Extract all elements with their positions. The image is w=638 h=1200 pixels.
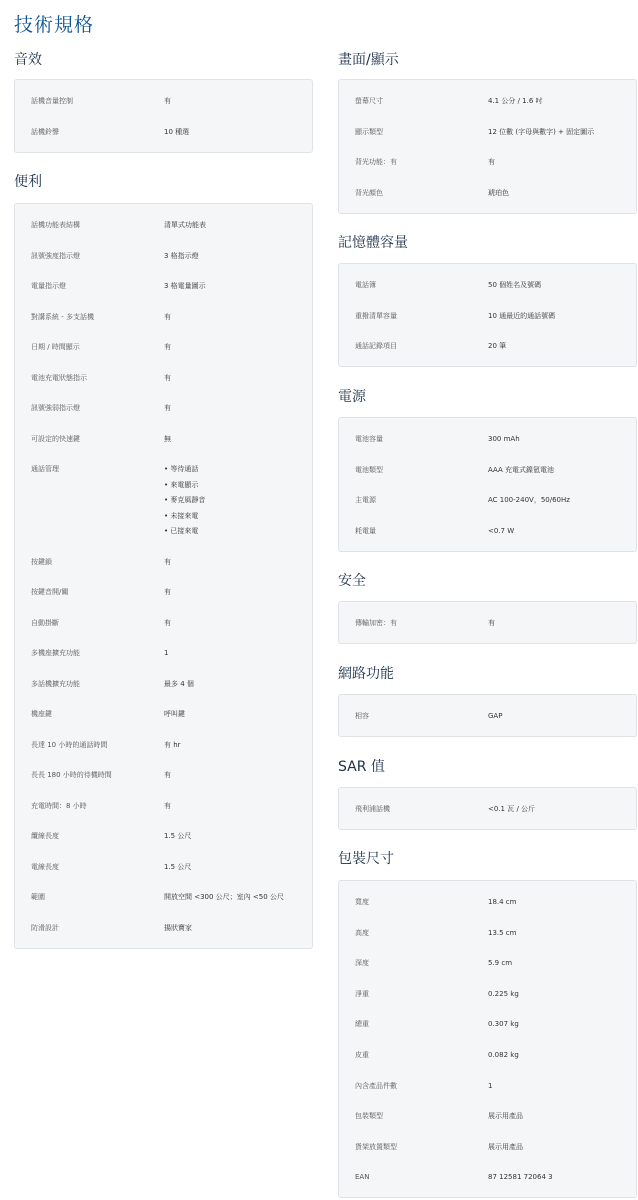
spec-label: EAN	[355, 1173, 370, 1182]
spec-label: 相容	[355, 712, 369, 720]
spec-table	[14, 79, 313, 153]
spec-table	[338, 694, 637, 737]
spec-label: 多話機擴充功能	[31, 679, 80, 688]
spec-label: 話機音量控制	[31, 97, 73, 105]
spec-label: 多機座擴充功能	[31, 649, 80, 657]
spec-value: AAA 充電式鎳氫電池	[488, 465, 554, 474]
spec-value: 12 位數 (字母與數字) + 固定圖示	[488, 127, 595, 136]
spec-value: 琥珀色	[488, 188, 509, 197]
spec-value	[164, 462, 304, 540]
spec-label: 飛利浦話機	[355, 805, 390, 813]
spec-value: 有	[164, 343, 171, 351]
section-title: 電源	[338, 389, 366, 405]
spec-label: 訊號強度指示燈	[31, 251, 80, 260]
spec-value: 呼叫鍵	[164, 710, 185, 718]
spec-table	[338, 601, 637, 644]
spec-label: 對講系統 - 多支話機	[31, 312, 94, 321]
spec-value: 有	[488, 158, 495, 166]
spec-label: 顯示類型	[355, 127, 383, 136]
spec-value: 50 個姓名及號碼	[488, 281, 542, 289]
spec-value: 13.5 cm	[488, 928, 517, 937]
spec-value-item: • 麥克風靜音	[164, 493, 304, 509]
spec-value-item: • 已接來電	[164, 524, 304, 540]
spec-value: 有	[164, 588, 171, 596]
spec-label: 背光顏色	[355, 188, 383, 197]
spec-label: 淨重	[355, 989, 369, 998]
spec-value: 0.082 kg	[488, 1051, 519, 1059]
spec-value: 展示用產品	[488, 1112, 523, 1121]
spec-label: 包裝類型	[355, 1112, 383, 1121]
spec-label: 充電時間：8 小時	[31, 801, 87, 810]
spec-label: 內含產品件數	[355, 1081, 397, 1090]
spec-label: 訊號強弱指示燈	[31, 404, 80, 412]
spec-value: 有	[488, 619, 495, 627]
spec-value-item: • 來電顯示	[164, 478, 304, 494]
spec-value: 有	[164, 771, 171, 779]
spec-label: 日期 / 時間顯示	[31, 343, 80, 351]
spec-table	[338, 263, 637, 367]
spec-value: 無	[164, 434, 171, 443]
spec-value: 有	[164, 373, 171, 382]
spec-label: 高度	[355, 928, 369, 937]
spec-label: 通話管理	[31, 465, 59, 473]
page-title: 技術規格	[14, 14, 95, 36]
spec-value: GAP	[488, 712, 503, 720]
spec-label: 機座鍵	[31, 710, 52, 718]
spec-label: 話機鈴聲	[31, 127, 59, 136]
spec-value: 有 hr	[164, 740, 181, 749]
spec-label: 長達 10 小時的通話時間	[31, 740, 108, 749]
spec-value: 最多 4 個	[164, 679, 194, 688]
spec-label: 長長 180 小時的待機時間	[31, 771, 112, 779]
spec-label: 深度	[355, 959, 369, 968]
spec-value: 5.9 cm	[488, 959, 513, 968]
spec-value: 有	[164, 801, 171, 810]
spec-value: 有	[164, 97, 171, 105]
spec-value: 清單式功能表	[164, 221, 206, 229]
spec-label: 按鍵鎖	[31, 557, 52, 566]
section-title: 包裝尺寸	[338, 851, 394, 867]
section-title: 記憶體容量	[338, 235, 408, 251]
spec-label: 防滑設計	[31, 923, 59, 932]
spec-table	[14, 203, 313, 949]
spec-label: 電量指示燈	[31, 282, 66, 290]
spec-label: 寬度	[355, 898, 369, 906]
section-title: SAR 值	[338, 759, 385, 775]
spec-label: 傳輸加密：有	[355, 619, 397, 627]
spec-value: 有	[164, 312, 171, 321]
spec-label: 耗電量	[355, 526, 376, 535]
spec-value: <0.7 W	[488, 526, 515, 535]
spec-value: 20 筆	[488, 342, 507, 350]
spec-value-list	[164, 462, 304, 540]
spec-value: 10 通最近的通話號碼	[488, 311, 556, 320]
section-title: 便利	[14, 174, 42, 190]
spec-value: AC 100-240V，50/60Hz	[488, 496, 570, 504]
section-title: 畫面/顯示	[338, 52, 399, 68]
spec-value: 3 格指示燈	[164, 251, 199, 260]
spec-value: 4.1 公分 / 1.6 吋	[488, 97, 543, 105]
spec-label: 貨架放置類型	[355, 1142, 397, 1151]
spec-label: 螢幕尺寸	[355, 97, 383, 105]
spec-label: 總重	[355, 1020, 369, 1029]
spec-label: 話機功能表結構	[31, 221, 80, 229]
spec-value: 1	[488, 1081, 493, 1090]
section-title: 安全	[338, 573, 366, 589]
spec-value: 1.5 公尺	[164, 862, 192, 871]
spec-label: 通話記錄項目	[355, 342, 397, 350]
spec-value: 0.307 kg	[488, 1020, 519, 1029]
spec-table	[338, 880, 637, 1198]
spec-label: 可設定的快速鍵	[31, 434, 80, 443]
section-title: 音效	[14, 52, 42, 68]
spec-label: 電話簿	[355, 281, 376, 289]
spec-label: 重撥清單容量	[355, 311, 397, 320]
spec-value: 3 格電量圖示	[164, 282, 206, 290]
spec-value-item: • 未接來電	[164, 509, 304, 525]
spec-label: 纜線長度	[31, 832, 59, 840]
spec-label: 按鍵音開/關	[31, 588, 69, 596]
spec-label: 電池充電狀態指示	[31, 373, 87, 382]
spec-label: 電池容量	[355, 435, 383, 443]
spec-value: 有	[164, 404, 171, 412]
spec-value: <0.1 瓦 / 公斤	[488, 805, 536, 813]
spec-value: 10 種選	[164, 127, 190, 136]
spec-value: 0.225 kg	[488, 989, 519, 998]
spec-value: 300 mAh	[488, 435, 520, 443]
spec-value: 有	[164, 618, 171, 627]
spec-label: 主電源	[355, 496, 376, 504]
spec-label: 自動掛斷	[31, 618, 59, 627]
spec-label: 皮重	[355, 1051, 369, 1059]
spec-value-item: • 等待通話	[164, 462, 304, 478]
spec-value: 87 12581 72064 3	[488, 1173, 553, 1182]
spec-label: 電線長度	[31, 862, 59, 871]
spec-label: 電池類型	[355, 465, 383, 474]
section-title: 網路功能	[338, 666, 394, 682]
spec-table	[338, 79, 637, 214]
spec-value: 開放空間 <300 公尺；室內 <50 公尺	[164, 893, 284, 901]
spec-label: 範圍	[31, 893, 45, 901]
spec-label: 背光功能：有	[355, 158, 397, 166]
spec-value: 1.5 公尺	[164, 832, 192, 840]
spec-value: 揚狀寶家	[164, 923, 192, 932]
spec-table	[338, 787, 637, 830]
spec-table	[338, 417, 637, 552]
spec-value: 18.4 cm	[488, 898, 517, 906]
spec-value: 展示用產品	[488, 1142, 523, 1151]
spec-value: 1	[164, 649, 169, 657]
spec-value: 有	[164, 557, 171, 566]
